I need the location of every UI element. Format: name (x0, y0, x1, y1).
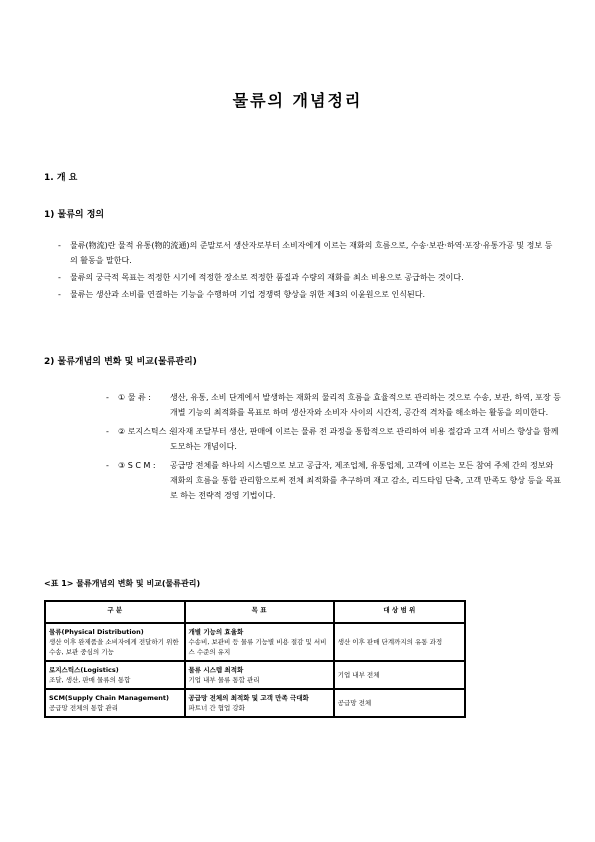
column-header: 목 표 (185, 601, 334, 623)
table-cell (185, 661, 334, 689)
table-row (45, 623, 465, 661)
cell-heading: 물류 시스템 최적화 (188, 666, 244, 674)
cell-text: 수송비, 보관비 등 물류 기능별 비용 절감 및 서비스 수준의 유지 (188, 638, 327, 656)
table-cell (45, 689, 185, 717)
cell-heading: 로지스틱스(Logistics) (49, 666, 119, 674)
cell-text: 파트너 간 협업 강화 (188, 704, 245, 712)
subheading-comparison: 2) 물류개념의 변화 및 비교(물류관리) (44, 357, 197, 367)
table-cell (45, 661, 185, 689)
definition-bullet-list (58, 238, 558, 304)
definition-item (106, 458, 561, 503)
definition-item (106, 390, 561, 420)
cell-text: 생산 이후 판매 단계까지의 유통 과정 (337, 638, 443, 646)
column-header: 대 상 범 위 (334, 601, 465, 623)
cell-heading: 개별 기능의 효율화 (188, 628, 244, 636)
concept-definition-list (106, 390, 561, 507)
definition-term: ③ S C M : (118, 461, 156, 470)
table-cell (334, 623, 465, 661)
bullet-item: - 물류(物流)란 물적 유통(物的流通)의 준말로서 생산자로부터 소비자에게 이르는 재화의 흐름으로, 수송·보관·하역·포장·유통가공 및 정보 등의 활동을 말한다. (58, 238, 558, 268)
table-caption: <표 1> 물류개념의 변화 및 비교(물류관리) (44, 579, 201, 588)
table-cell (185, 623, 334, 661)
cell-text: 기업 내부 물류 통합 관리 (188, 676, 260, 684)
subheading-definition: 1) 물류의 정의 (44, 210, 105, 220)
definition-description: 공급망 전체를 하나의 시스템으로 보고 공급자, 제조업체, 유통업체, 고객에 이르는 모든 참여 주체 간의 정보와 재화의 흐름을 통합 관리함으로써 전체 최적화를 추구하며 재고 감소, 리드타임 단축, 고객 만족도 향상 등을 목표로 하는 전략적 경영 기법이다. (170, 461, 561, 500)
cell-text: 공급망 전체의 통합 관리 (49, 704, 118, 712)
table-cell (185, 689, 334, 717)
dash-marker: - (106, 427, 109, 436)
definition-item (106, 424, 561, 454)
definition-description: 원자재 조달부터 생산, 판매에 이르는 물류 전 과정을 통합적으로 관리하여 비용 절감과 고객 서비스 향상을 함께 도모하는 개념이다. (170, 427, 559, 451)
definition-term: ① 물 류 : (118, 393, 151, 402)
bullet-item: - 물류는 생산과 소비를 연결하는 기능을 수행하며 기업 경쟁력 향상을 위한 제3의 이윤원으로 인식된다. (58, 287, 558, 302)
cell-text: 조달, 생산, 판매 물류의 통합 (49, 676, 131, 684)
cell-text: 생산 이후 완제품을 소비자에게 전달하기 위한 수송, 보관 중심의 기능 (49, 638, 179, 656)
table-cell (334, 689, 465, 717)
table-row (45, 689, 465, 717)
cell-heading: SCM(Supply Chain Management) (49, 694, 169, 702)
bullet-item: - 물류의 궁극적 목표는 적정한 시기에 적정한 장소로 적정한 품질과 수량의 재화를 최소 비용으로 공급하는 것이다. (58, 270, 558, 285)
cell-text: 공급망 전체 (337, 699, 372, 707)
table-header-row (45, 601, 465, 623)
column-header: 구 분 (45, 601, 185, 623)
table-cell (334, 661, 465, 689)
cell-heading: 물류(Physical Distribution) (49, 628, 144, 636)
page-title: 물류의 개념정리 (232, 91, 363, 110)
dash-marker: - (106, 461, 109, 470)
section-heading-overview: 1. 개 요 (44, 173, 78, 183)
comparison-table (44, 600, 466, 718)
dash-marker: - (106, 393, 109, 402)
definition-term: ② 로지스틱스 : (118, 427, 172, 436)
cell-text: 기업 내부 전체 (337, 671, 380, 679)
table-row (45, 661, 465, 689)
cell-heading: 공급망 전체의 최적화 및 고객 만족 극대화 (188, 694, 309, 702)
definition-description: 생산, 유통, 소비 단계에서 발생하는 재화의 물리적 흐름을 효율적으로 관리하는 것으로 수송, 보관, 하역, 포장 등 개별 기능의 최적화를 목표로 하며 생산자와 소비자 사이의 시간적, 공간적 격차를 해소하는 활동을 의미한다. (170, 393, 561, 417)
table-cell (45, 623, 185, 661)
